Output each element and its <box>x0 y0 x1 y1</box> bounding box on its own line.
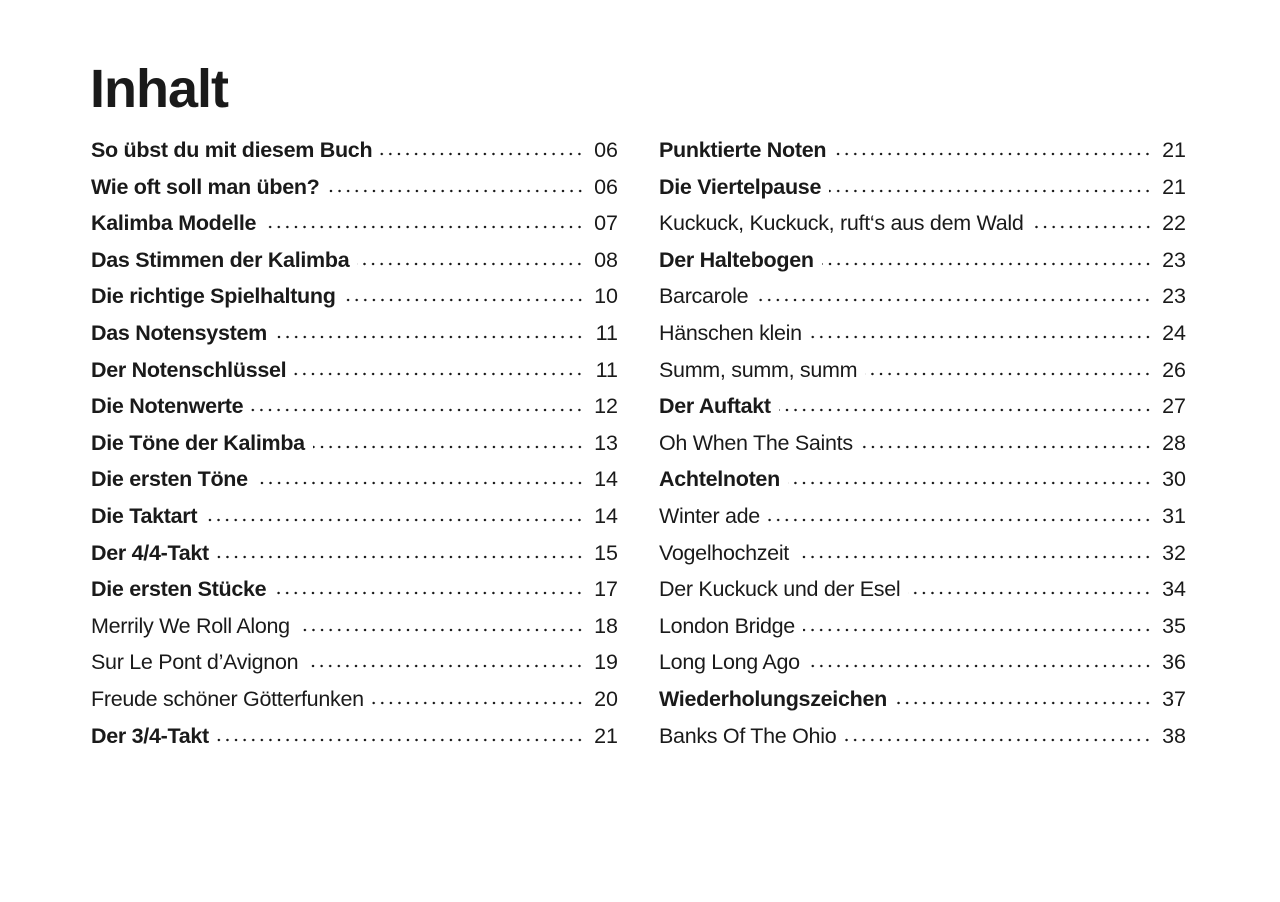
toc-entry-title: Kuckuck, Kuckuck, ruft‘s aus dem Wald <box>659 211 1024 236</box>
leader-dots <box>217 555 584 559</box>
toc-entry-title: Die Taktart <box>91 503 198 528</box>
toc-entry-title: Die Viertelpause <box>659 174 822 199</box>
toc-entry <box>91 315 618 352</box>
toc-entry-title: Die ersten Töne <box>91 467 248 492</box>
leader-dots <box>274 591 584 595</box>
leader-dots <box>275 335 584 339</box>
toc-entry-page: 21 <box>1162 138 1186 162</box>
toc-entry-page: 06 <box>594 174 618 199</box>
toc-column-left <box>91 132 618 754</box>
leader-dots <box>372 701 584 705</box>
toc-entry-title: Wiederholungszeichen <box>659 686 887 711</box>
toc-entry-page: 11 <box>595 357 618 382</box>
leader-dots <box>306 664 584 668</box>
toc-entry <box>659 535 1186 572</box>
leader-dots <box>217 738 584 742</box>
toc-entry-page: 37 <box>1162 686 1186 711</box>
toc-entry-page: 10 <box>594 284 618 309</box>
toc-entry-title: Barcarole <box>659 284 749 309</box>
toc-entry-title: Das Stimmen der Kalimba <box>91 247 350 272</box>
toc-entry-title: Punktierte Noten <box>659 138 827 162</box>
toc-entry <box>659 461 1186 498</box>
toc-entry <box>659 352 1186 389</box>
toc-entry <box>659 205 1186 242</box>
toc-entry-title: Der 3/4-Takt <box>91 723 209 748</box>
toc-entry-page: 20 <box>594 686 618 711</box>
toc-entry-title: Der Haltebogen <box>659 247 814 272</box>
toc-entry <box>91 681 618 718</box>
toc-entry-page: 28 <box>1162 430 1186 455</box>
toc-entry-title: Vogelhochzeit <box>659 540 789 565</box>
toc-entry <box>91 425 618 462</box>
toc-entry <box>659 315 1186 352</box>
toc-entry-title: Sur Le Pont d’Avignon <box>91 650 299 675</box>
toc-entry <box>91 718 618 755</box>
leader-dots <box>822 262 1152 266</box>
toc-entry-title: Die richtige Spielhaltung <box>91 284 336 309</box>
leader-dots <box>357 262 584 266</box>
leader-dots <box>344 298 584 302</box>
toc-entry-title: Der 4/4-Takt <box>91 540 209 565</box>
leader-dots <box>264 225 584 229</box>
toc-entry-title: London Bridge <box>659 613 795 638</box>
toc-entry-title: Merrily We Roll Along <box>91 613 290 638</box>
toc-entry <box>659 242 1186 279</box>
leader-dots <box>895 701 1152 705</box>
toc-entry-page: 12 <box>594 394 618 419</box>
toc-entry <box>659 425 1186 462</box>
toc-entry-page: 13 <box>594 430 618 455</box>
toc-entry-title: Der Kuckuck und der Esel <box>659 577 901 602</box>
toc-entry-page: 22 <box>1162 211 1186 236</box>
toc-entry-page: 38 <box>1162 723 1186 748</box>
toc-entry <box>659 681 1186 718</box>
toc-entry <box>91 388 618 425</box>
page-title: Inhalt <box>90 59 228 119</box>
toc-entry <box>659 608 1186 645</box>
toc-entry-page: 14 <box>594 467 618 492</box>
leader-dots <box>844 738 1152 742</box>
leader-dots <box>829 189 1152 193</box>
leader-dots <box>834 152 1152 156</box>
toc-entry-page: 08 <box>594 247 618 272</box>
leader-dots <box>803 628 1152 632</box>
leader-dots <box>328 189 584 193</box>
toc-entry-title: Die ersten Stücke <box>91 577 267 602</box>
toc-entry <box>659 169 1186 206</box>
leader-dots <box>294 372 584 376</box>
toc-entry <box>659 132 1186 169</box>
leader-dots <box>298 628 584 632</box>
toc-entry-page: 18 <box>594 613 618 638</box>
toc-entry-page: 35 <box>1162 613 1186 638</box>
toc-entry-page: 17 <box>594 577 618 602</box>
leader-dots <box>808 664 1152 668</box>
toc-entry-page: 14 <box>594 503 618 528</box>
toc-entry-page: 32 <box>1162 540 1186 565</box>
toc-entry-title: Freude schöner Götterfunken <box>91 686 364 711</box>
toc-entry-page: 19 <box>594 650 618 675</box>
toc-entry <box>659 278 1186 315</box>
toc-entry-page: 26 <box>1162 357 1186 382</box>
toc-entry <box>91 242 618 279</box>
toc-entry <box>91 498 618 535</box>
toc-entry-page: 15 <box>594 540 618 565</box>
toc-entry <box>91 535 618 572</box>
toc-entry-page: 21 <box>1162 174 1186 199</box>
leader-dots <box>313 445 584 449</box>
toc-entry-page: 21 <box>594 723 618 748</box>
toc-entry-page: 34 <box>1162 577 1186 602</box>
toc-entry <box>91 169 618 206</box>
toc-entry-title: Summ, summ, summ <box>659 357 858 382</box>
toc-entry <box>91 205 618 242</box>
toc-entry-title: Wie oft soll man üben? <box>91 174 320 199</box>
toc-entry <box>659 644 1186 681</box>
leader-dots <box>1032 225 1153 229</box>
toc-entry <box>91 132 618 169</box>
toc-entry-page: 36 <box>1162 650 1186 675</box>
leader-dots <box>779 408 1152 412</box>
toc-entry-title: Hänschen klein <box>659 320 802 345</box>
toc-entry-title: Die Notenwerte <box>91 394 244 419</box>
toc-entry-page: 07 <box>594 211 618 236</box>
toc-entry-title: So übst du mit diesem Buch <box>91 138 373 162</box>
toc-entry <box>91 352 618 389</box>
toc-column-right <box>659 132 1186 754</box>
toc-entry <box>659 718 1186 755</box>
leader-dots <box>810 335 1152 339</box>
toc-entry-page: 06 <box>594 138 618 162</box>
toc-entry-title: Kalimba Modelle <box>91 211 257 236</box>
toc-entry-title: Der Notenschlüssel <box>91 357 287 382</box>
toc-entry <box>659 571 1186 608</box>
toc-entry-page: 23 <box>1162 284 1186 309</box>
toc-entry-title: Winter ade <box>659 503 760 528</box>
toc-entry <box>91 608 618 645</box>
leader-dots <box>756 298 1152 302</box>
leader-dots <box>205 518 584 522</box>
toc-entry <box>91 571 618 608</box>
toc-entry-page: 24 <box>1162 320 1186 345</box>
leader-dots <box>256 481 584 485</box>
toc-entry-page: 30 <box>1162 467 1186 492</box>
toc-entry <box>91 461 618 498</box>
leader-dots <box>251 408 584 412</box>
toc-entry-title: Das Notensystem <box>91 320 267 345</box>
toc-entry-page: 27 <box>1162 394 1186 419</box>
toc-entry <box>659 388 1186 425</box>
leader-dots <box>797 555 1152 559</box>
toc-entry-title: Long Long Ago <box>659 650 800 675</box>
toc-entry-page: 23 <box>1162 247 1186 272</box>
toc-entry-title: Achtelnoten <box>659 467 780 492</box>
leader-dots <box>788 481 1152 485</box>
toc-entry-page: 31 <box>1162 503 1186 528</box>
toc-entry-page: 11 <box>595 320 618 345</box>
leader-dots <box>861 445 1152 449</box>
toc-entry <box>91 278 618 315</box>
toc-entry-title: Banks Of The Ohio <box>659 723 837 748</box>
leader-dots <box>380 152 584 156</box>
toc-entry <box>659 498 1186 535</box>
leader-dots <box>865 372 1152 376</box>
leader-dots <box>908 591 1152 595</box>
toc-entry-title: Der Auftakt <box>659 394 771 419</box>
toc-entry-title: Die Töne der Kalimba <box>91 430 305 455</box>
toc-entry <box>91 644 618 681</box>
toc-entry-title: Oh When The Saints <box>659 430 853 455</box>
leader-dots <box>768 518 1152 522</box>
